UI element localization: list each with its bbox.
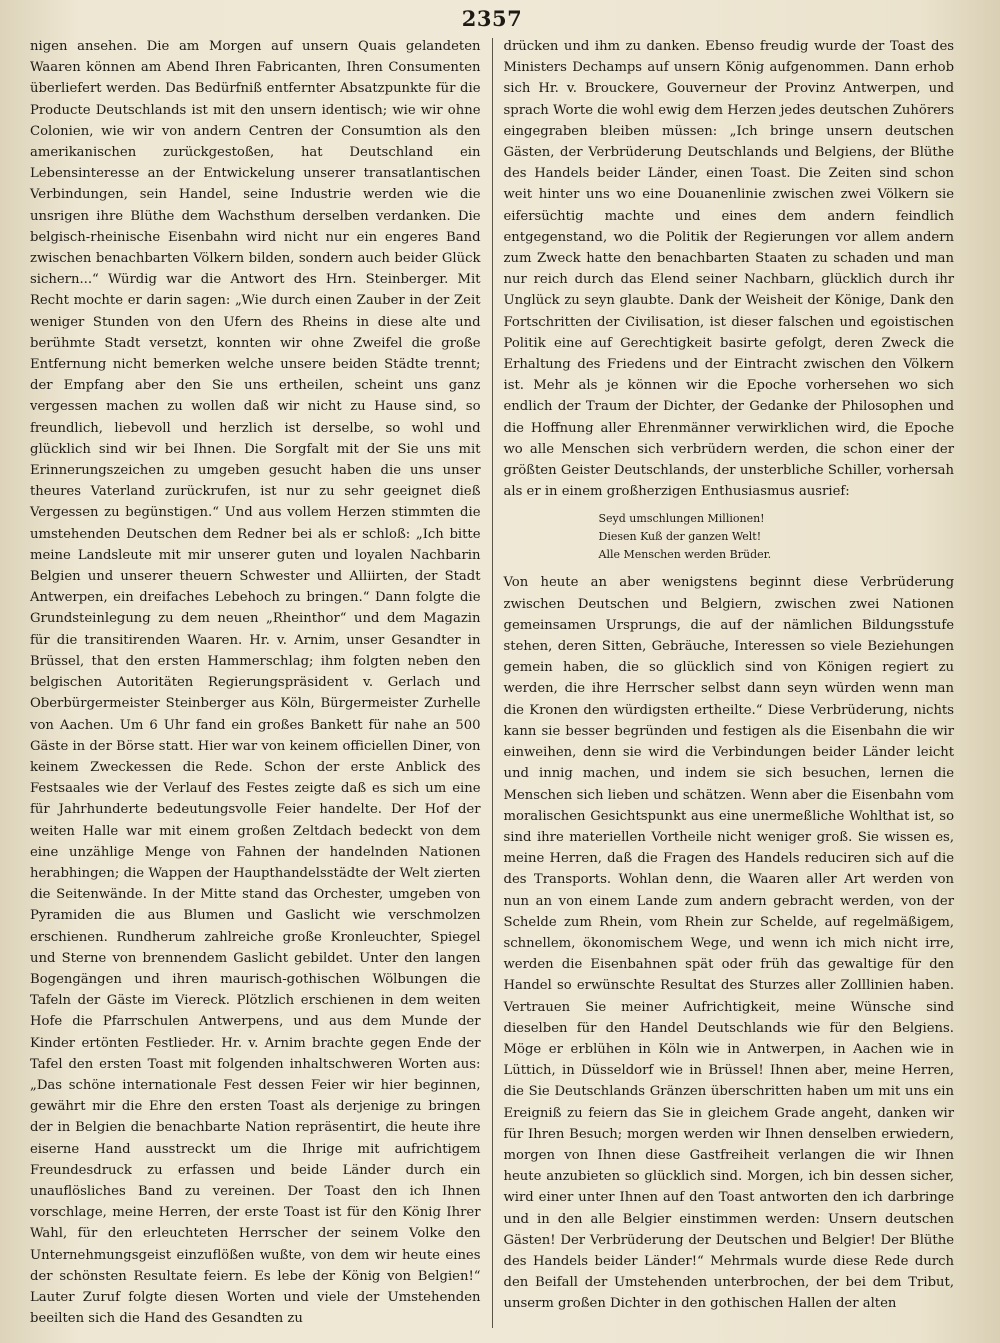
verse-line-1: Seyd umschlungen Millionen!	[598, 512, 765, 526]
right-column	[493, 36, 955, 1336]
schiller-verse	[599, 510, 955, 564]
text-columns	[30, 36, 954, 1336]
verse-line-2: Diesen Kuß der ganzen Welt!	[598, 530, 762, 544]
page-number: 2357	[461, 6, 523, 31]
verse-line-3: Alle Menschen werden Brüder.	[598, 548, 772, 562]
left-column-text: nigen ansehen. Die am Morgen auf unsern Quais gelandeten Waaren können am Abend Ihren Fabricanten, Ihren Consumenten überliefert werden. Das Bedürfniß entfernter Absatzpunkte für die Producte Deutschlands ist mit den unsern identisch; wie wir ohne Colonien, wie wir von andern Centren der Consumtion als den amerikanischen zurückgestoßen, hat Deutschland ein Lebensinteresse an der Entwickelung unserer transatlantischen Verbindungen, sein Handel, seine Industrie werden wie die unsrigen ihre Blüthe dem Wachsthum derselben verdanken. Die belgisch-rheinische Eisenbahn wird nicht nur ein engeres Band zwischen benachbarten Völkern bilden, sondern auch beider Glück sichern...“ Würdig war die Antwort des Hrn. Steinberger. Mit Recht mochte er darin sagen: „Wie durch einen Zauber in der Zeit weniger Stunden von den Ufern des Rheins in diese alte und berühmte Stadt versetzt, konnten wir ohne Zweifel die große Entfernung nicht bemerken welche unsere beiden Städte trennt; der Empfang aber den Sie uns ertheilen, scheint uns ganz vergessen machen zu wollen daß wir nicht zu Hause sind, so freundlich, liebevoll und herzlich ist derselbe, so wohl und glücklich sind wir bei Ihnen. Die Sorgfalt mit der Sie uns mit Erinnerungszeichen zu umgeben gesucht haben die uns unser theures Vaterland zurückrufen, ist nur zu sehr geeignet dieß Vergessen zu begünstigen.“ Und aus vollem Herzen stimmten die umstehenden Deutschen dem Redner bei als er schloß: „Ich bitte meine Landsleute mit mir unserer guten und loyalen Nachbarin Belgien und unserer theuern Schwester und Alliirten, der Stadt Antwerpen, ein dreifaches Lebehoch zu bringen.“ Dann folgte die Grundsteinlegung zu dem neuen „Rheinthor“ und dem Magazin für die transitirenden Waaren. Hr. v. Arnim, unser Gesandter in Brüssel, that den ersten Hammerschlag; ihm folgten neben den belgischen Autoritäten Regierungspräsident v. Gerlach und Oberbürgermeister Steinberger aus Köln, Bürgermeister Zurhelle von Aachen. Um 6 Uhr fand ein großes Bankett für nahe an 500 Gäste in der Börse statt. Hier war von keinem officiellen Diner, von keinem Zweckessen die Rede. Schon der erste Anblick des Festsaales wie der Verlauf des Festes zeigte daß es sich um eine für Jahrhunderte bedeutungsvolle Feier handelte. Der Hof der weiten Halle war mit einem großen Zeltdach bedeckt von dem eine unzählige Menge von Fahnen der handelnden Nationen herabhingen; die Wappen der Haupthandelsstädte der Welt zierten die Seitenwände. In der Mitte stand das Orchester, umgeben von Pyramiden die aus Blumen und Gaslicht wie verschmolzen erschienen. Rundherum zahlreiche große Kronleuchter, Spiegel und Sterne von brennendem Gaslicht gebildet. Unter den langen Bogengängen und ihren maurisch-gothischen Wölbungen die Tafeln der Gäste im Viereck. Plötzlich erschienen in dem weiten Hofe die Pfarrschulen Antwerpens, und aus dem Munde der Kinder ertönten Festlieder. Hr. v. Arnim brachte gegen Ende der Tafel den ersten Toast mit folgenden inhaltschweren Worten aus: „Das schöne internationale Fest dessen Feier wir hier beginnen, gewährt mir die Ehre den ersten Toast als derjenige zu bringen der in Belgien die benachbarte Nation repräsentirt, die heute ihre eiserne Hand ausstreckt um die Ihrige mit aufrichtigem Freundesdruck zu erfassen und beide Länder durch ein unauflösliches Band zu vereinen. Der Toast den ich Ihnen vorschlage, meine Herren, der erste Toast ist für den König Ihrer Wahl, für den erleuchteten Herrscher der seinem Volke den Unternehmungsgeist einzuflößen wußte, von dem wir heute eines der schönsten Resultate feiern. Es lebe der König von Belgien!“ Lauter Zuruf folgte diesen Worten und viele der Umstehenden beeilten sich die Hand des Gesandten zu	[30, 39, 481, 1327]
right-paragraph-1: drücken und ihm zu danken. Ebenso freudig wurde der Toast des Ministers Dechamps auf unsern König aufgenommen. Dann erhob sich Hr. v. Brouckere, Gouverneur der Provinz Antwerpen, und sprach Worte die wohl ewig dem Herzen jedes deutschen Zuhörers eingegraben bleiben müssen: „Ich bringe unsern deutschen Gästen, der Verbrüderung Deutschlands und Belgiens, der Blüthe des Handels beider Länder, einen Toast. Die Zeiten sind schon weit hinter uns wo eine Douanenlinie zwischen zwei Völkern sie eifersüchtig machte und eines dem andern feindlich entgegenstand, wo die Politik der Regierungen vor allem andern zum Zweck hatte den benachbarten Staaten zu schaden und man nur reich durch das Elend seiner Nachbarn, glücklich durch ihr Unglück zu seyn glaubte. Dank der Weisheit der Könige, Dank den Fortschritten der Civilisation, ist dieser falschen und egoistischen Politik eine auf Gerechtigkeit basirte gefolgt, deren Zweck die Erhaltung des Friedens und der Eintracht zwischen den Völkern ist. Mehr als je können wir die Epoche vorhersehen wo sich endlich der Traum der Dichter, der Gedanke der Philosophen und die Hoffnung aller Ehrenmänner verwirklichen wird, die Epoche wo alle Menschen sich verbrüdern werden, die schon einer der größten Geister Deutschlands, der unsterbliche Schiller, vorhersah als er in einem großherzigen Enthusiasmus ausrief:	[503, 39, 955, 500]
left-column	[30, 36, 492, 1336]
right-paragraph-2: Von heute an aber wenigstens beginnt diese Verbrüderung zwischen Deutschen und Belgiern, zwischen zwei Nationen gemeinsamen Ursprungs, die auf der nämlichen Bildungsstufe stehen, deren Sitten, Gebräuche, Interessen so viele Beziehungen gemein haben, die so glücklich sind von Königen regiert zu werden, die ihre Herrscher selbst dann seyn würden wenn man die Kronen den würdigsten ertheilte.“ Diese Verbrüderung, nichts kann sie besser begründen und festigen als die Eisenbahn die wir einweihen, denn sie wird die Verbindungen beider Länder leicht und innig machen, und indem sie sich besuchen, lernen die Menschen sich lieben und schätzen. Wenn aber die Eisenbahn vom moralischen Gesichtspunkt aus eine unermeßliche Wohlthat ist, so sind ihre materiellen Vortheile nicht weniger groß. Sie wissen es, meine Herren, daß die Fragen des Handels reduciren sich auf die des Transports. Wohlan denn, die Waaren aller Art werden von nun an von einem Lande zum andern gebracht werden, von der Schelde zum Rhein, vom Rhein zur Schelde, auf regelmäßigem, schnellem, ökonomischem Wege, und wenn ich mich nicht irre, werden die Eisenbahnen spät oder früh das gewaltige für den Handel so erwünschte Resultat des Sturzes aller Zolllinien haben. Vertrauen Sie meiner Aufrichtigkeit, meine Wünsche sind dieselben für den Handel Deutschlands wie für den Belgiens. Möge er erblühen in Köln wie in Antwerpen, in Aachen wie in Lüttich, in Düsseldorf wie in Brüssel! Ihnen aber, meine Herren, die Sie Deutschlands Gränzen überschritten haben um mit uns ein Ereigniß zu feiern das Sie in gleichem Grade angeht, danken wir für Ihren Besuch; morgen werden wir Ihnen denselben erwiedern, morgen von Ihnen diese Gastfreiheit verlangen die wir Ihnen heute anzubieten so glücklich sind. Morgen, ich bin dessen sicher, wird einer unter Ihnen auf den Toast antworten den ich darbringe und in den alle Belgier einstimmen werden: Unsern deutschen Gästen! Der Verbrüderung der Deutschen und Belgier! Der Blüthe des Handels beider Länder!“ Mehrmals wurde diese Rede durch den Beifall der Umstehenden unterbrochen, der bei dem Tribut, unserm großen Dichter in den gothischen Hallen der alten	[503, 575, 955, 1312]
